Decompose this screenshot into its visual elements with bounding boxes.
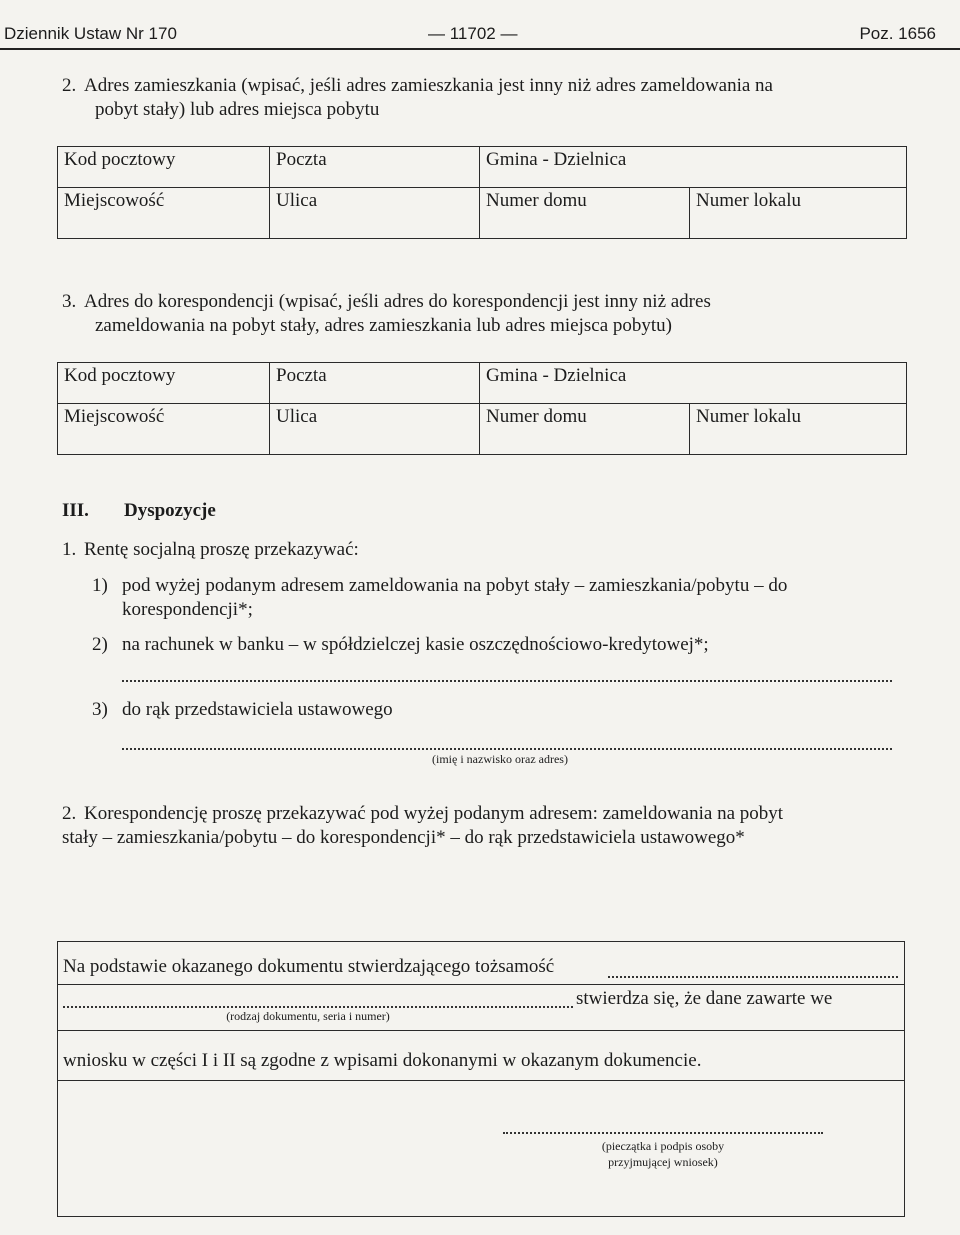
stamp-caption: (pieczątka i podpis osoby przyjmującej wniosek) [601, 1139, 725, 1169]
bank-account-line[interactable] [122, 680, 892, 682]
postal-code-field[interactable]: Kod pocztowy [58, 147, 270, 188]
document-type-caption: (rodzaj dokumentu, seria i numer) [226, 1009, 390, 1023]
verification-box [57, 941, 905, 1217]
street-field[interactable]: Ulica [270, 188, 480, 239]
street-field[interactable]: Ulica [270, 404, 480, 455]
verification-line-3: wniosku w części I i II są zgodne z wpisami dokonanymi w okazanym dokumencie. [63, 1050, 702, 1071]
identity-document-line[interactable] [608, 976, 898, 978]
municipality-field[interactable]: Gmina - Dzielnica [480, 147, 907, 188]
verification-line-2: stwierdza się, że dane zawarte we [576, 988, 833, 1009]
post-office-field[interactable]: Poczta [270, 147, 480, 188]
section-iii-title: III. Dyspozycje [62, 500, 216, 521]
dyspozycje-item-1: 1. Rentę socjalną proszę przekazywać: [62, 539, 359, 560]
residence-address-table [57, 146, 907, 239]
post-office-field[interactable]: Poczta [270, 363, 480, 404]
option-3: 3) do rąk przedstawiciela ustawowego [92, 699, 393, 720]
representative-caption: (imię i nazwisko oraz adres) [432, 752, 568, 766]
representative-line[interactable] [122, 748, 892, 750]
house-number-field[interactable]: Numer domu [480, 404, 690, 455]
position-number: Poz. 1656 [859, 24, 936, 43]
house-number-field[interactable]: Numer domu [480, 188, 690, 239]
apartment-number-field[interactable]: Numer lokalu [690, 188, 907, 239]
locality-field[interactable]: Miejscowość [58, 188, 270, 239]
apartment-number-field[interactable]: Numer lokalu [690, 404, 907, 455]
section-3-heading: 3. Adres do korespondencji (wpisać, jeśli adres do korespondencji jest inny niż adres zameldowania na pobyt stały, adres zamieszkania lub adres miejsca pobytu) [62, 291, 711, 336]
page-number: — 11702 — [428, 24, 518, 43]
locality-field[interactable]: Miejscowość [58, 404, 270, 455]
page-header [0, 0, 960, 50]
dyspozycje-item-2: 2. Korespondencję proszę przekazywać pod wyżej podanym adresem: zameldowania na pobyt stały – zamieszkania/pobytu – do korespondencji* – do rąk przedstawiciela ustawowego* [62, 803, 784, 848]
verification-line-1: Na podstawie okazanego dokumentu stwierdzającego tożsamość [63, 956, 555, 977]
postal-code-field[interactable]: Kod pocztowy [58, 363, 270, 404]
option-2: 2) na rachunek w banku – w spółdzielczej kasie oszczędnościowo-kredytowej*; [92, 634, 709, 655]
stamp-signature-line[interactable] [503, 1132, 823, 1134]
correspondence-address-table [57, 362, 907, 455]
document-type-line[interactable] [63, 1006, 573, 1008]
option-1: 1) pod wyżej podanym adresem zameldowania na pobyt stały – zamieszkania/pobytu – do korespondencji*; [92, 575, 788, 620]
section-2-heading: 2. Adres zamieszkania (wpisać, jeśli adres zamieszkania jest inny niż adres zameldowania na pobyt stały) lub adres miejsca pobytu [62, 75, 773, 120]
municipality-field[interactable]: Gmina - Dzielnica [480, 363, 907, 404]
journal-title: Dziennik Ustaw Nr 170 [4, 24, 177, 43]
